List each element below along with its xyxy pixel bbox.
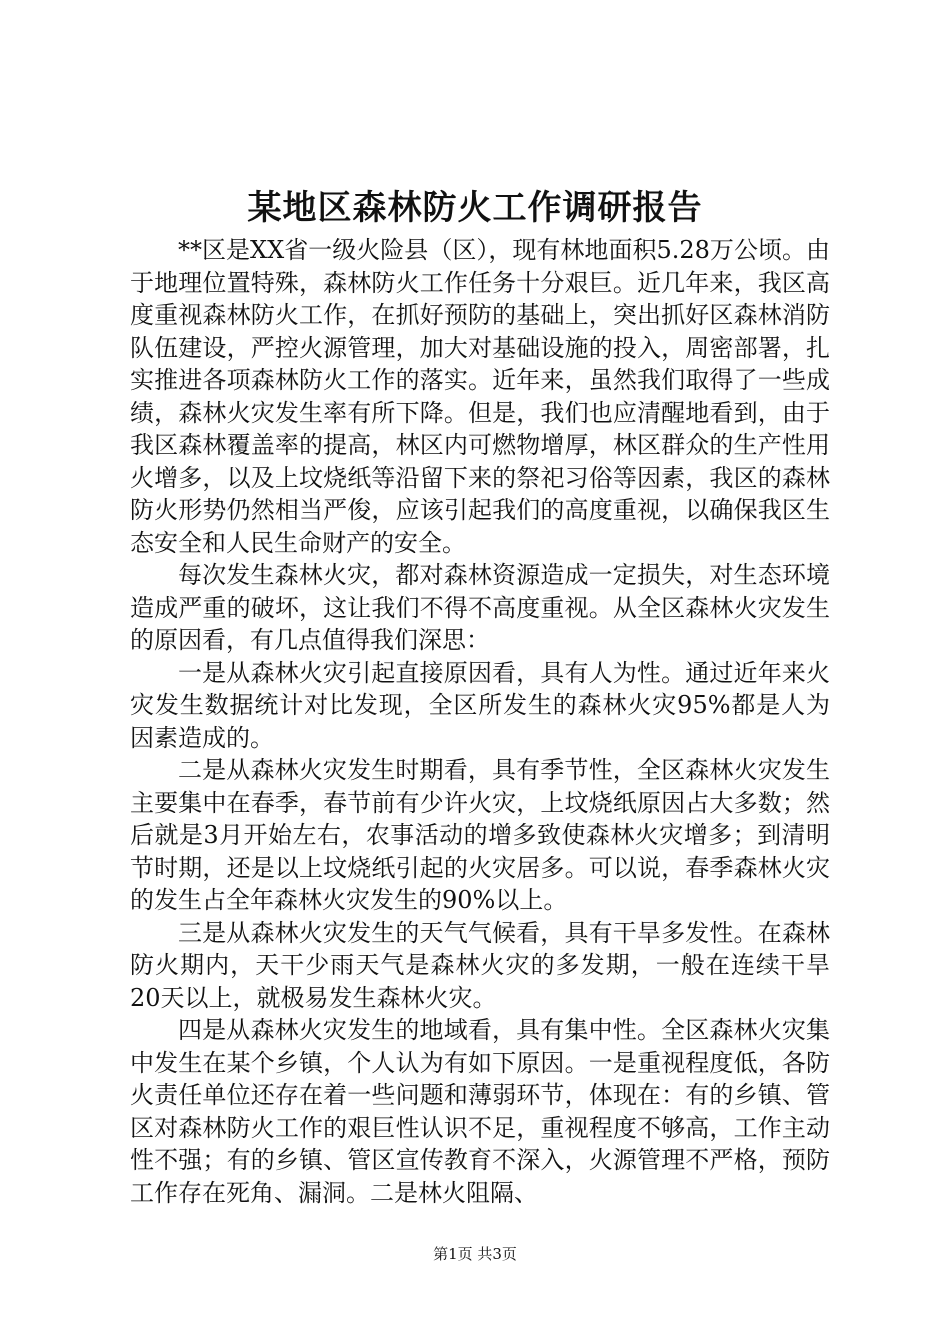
document-body xyxy=(130,234,830,1209)
paragraph-point-three: 三是从森林火灾发生的天气气候看，具有干旱多发性。在森林防火期内，天干少雨天气是森林火灾的多发期，一般在连续干旱20天以上，就极易发生森林火灾。 xyxy=(130,918,830,1012)
paragraph-causes-intro: 每次发生森林火灾，都对森林资源造成一定损失，对生态环境造成严重的破坏，这让我们不得不高度重视。从全区森林火灾发生的原因看，有几点值得我们深思： xyxy=(130,561,830,654)
page-footer xyxy=(0,1243,950,1265)
document-title: 某地区森林防火工作调研报告 xyxy=(247,188,703,228)
paragraph-point-four: 四是从森林火灾发生的地域看，具有集中性。全区森林火灾集中发生在某个乡镇，个人认为有如下原因。一是重视程度低，各防火责任单位还存在着一些问题和薄弱环节，体现在：有的乡镇、管区对森林防火工作的艰巨性认识不足，重视程度不够高，工作主动性不强；有的乡镇、管区宣传教育不深入，火源管理不严格，预防工作存在死角、漏洞。二是林火阻隔、 xyxy=(130,1016,830,1207)
paragraph-intro: **区是XX省一级火险县（区），现有林地面积5.28万公顷。由于地理位置特殊，森林防火工作任务十分艰巨。近几年来，我区高度重视森林防火工作，在抓好预防的基础上，突出抓好区森林消防队伍建设，严控火源管理，加大对基础设施的投入，周密部署，扎实推进各项森林防火工作的落实。近年来，虽然我们取得了一些成绩，森林火灾发生率有所下降。但是，我们也应清醒地看到，由于我区森林覆盖率的提高，林区内可燃物增厚，林区群众的生产性用火增多，以及上坟烧纸等沿留下来的祭祀习俗等因素，我区的森林防火形势仍然相当严俊，应该引起我们的高度重视，以确保我区生态安全和人民生命财产的安全。 xyxy=(130,236,830,557)
paragraph-point-one: 一是从森林火灾引起直接原因看，具有人为性。通过近年来火灾发生数据统计对比发现，全区所发生的森林火灾95%都是人为因素造成的。 xyxy=(130,658,830,752)
page-number-indicator: 第1页 共3页 xyxy=(433,1245,517,1263)
paragraph-point-two: 二是从森林火灾发生时期看，具有季节性，全区森林火灾发生主要集中在春季，春节前有少许火灾，上坟烧纸原因占大多数；然后就是3月开始左右，农事活动的增多致使森林火灾增多；到清明节时期，还是以上坟烧纸引起的火灾居多。可以说，春季森林火灾的发生占全年森林火灾发生的90%以上。 xyxy=(130,756,830,914)
